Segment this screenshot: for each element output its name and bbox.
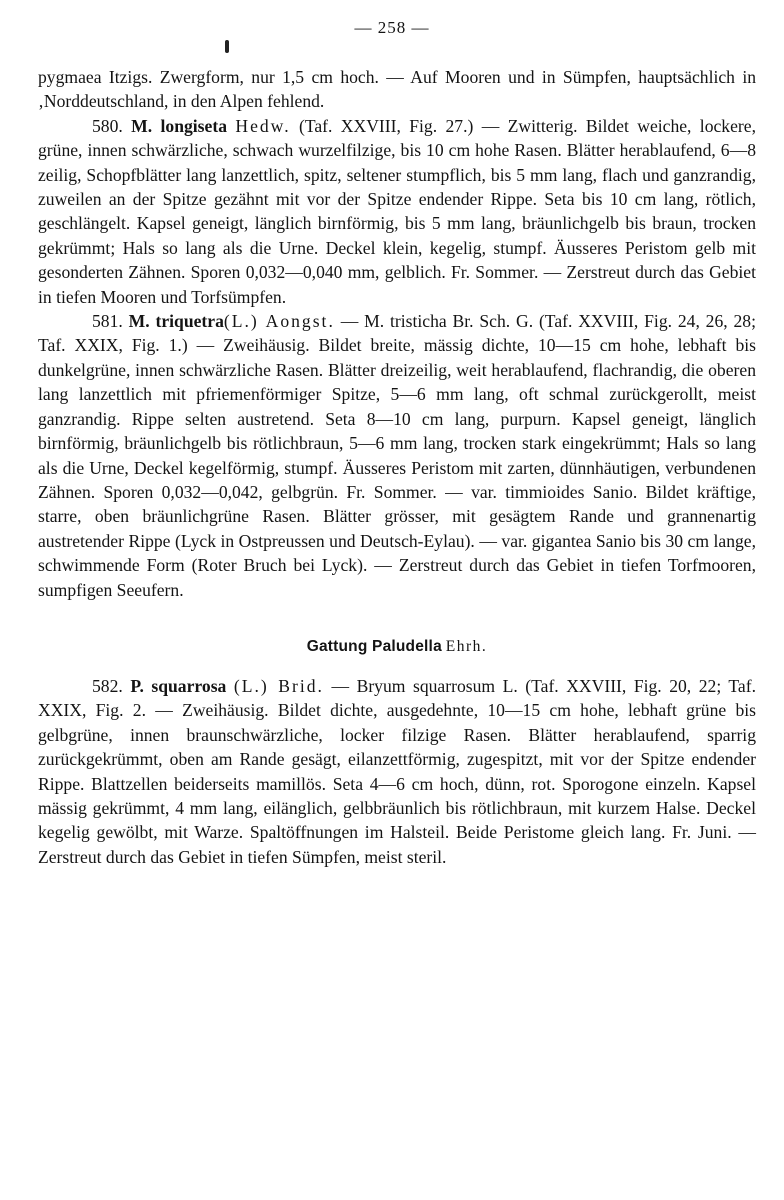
species-581-entry <box>38 309 756 602</box>
species-580-entry <box>38 114 756 309</box>
genus-heading-label: Gattung Paludella <box>306 637 442 655</box>
species-number: 582. <box>92 675 123 696</box>
species-name: P. squarrosa <box>130 675 227 696</box>
species-author: Hedw. <box>235 115 291 136</box>
species-author: (L.) Brid. <box>233 675 324 696</box>
species-description: — M. tristicha Br. Sch. G. (Taf. XXVIII, Fig. 24, 26, 28; Taf. XXIX, Fig. 1.) — Zweihäusig. Bildet breite, mässig dichte, 10—15 cm hohe, lebhaft bis dunkelgrüne, innen schwärzliche Rasen. Blätter dreizeilig, weit herablaufend, flachrandig, die oberen lang lanzettlich mit pfriemenförmiger Spitze, 5—6 mm lang, oft schmal zurückgerollt, meist ganzrandig. Rippe selten austretend. Seta 8—10 cm lang, purpurn. Kapsel geneigt, länglich birnförmig, bräunlichgelb bis rötlichbraun, 5—6 mm lang, trocken stark eingekrümmt; Hals so lang als die Urne, Deckel kegelförmig, stumpf. Äusseres Peristom mit zarten, dünnhäutigen, verbundenen Zähnen. Sporen 0,032—0,042, gelbgrün. Fr. Sommer. — var. timmioides Sanio. Bildet kräftige, starre, oben bräunlichgrüne Rasen. Blätter grösser, mit gesägtem Rande und grannenartig austretender Rippe (Lyck in Ostpreussen und Deutsch-Eylau). — var. gigantea Sanio bis 30 cm lange, schwimmende Form (Roter Bruch bei Lyck). — Zerstreut durch das Gebiet in tiefen Torfmooren, sumpfigen Seeufern. <box>38 311 756 600</box>
species-author: (L.) Aongst. <box>223 311 335 332</box>
page-body <box>38 65 756 869</box>
species-description: (Taf. XXVIII, Fig. 27.) — Zwitterig. Bildet weiche, lockere, grüne, innen schwärzliche, schwach wurzelfilzige, bis 10 cm hohe Rasen. Blätter herablaufend, 6—8 zeilig, Schopfblätter lang lanzettlich, spitz, seltener stumpflich, bis 5 mm lang, flach und ganzrandig, zuweilen an der Spitze gezähnt mit vor der Spitze endender Rippe. Seta bis 10 cm lang, rötlich, geschlängelt. Kapsel geneigt, länglich birnförmig, bis 5 mm lang, bräunlichgelb bis braun, trocken gekrümmt; Hals so lang als die Urne. Deckel klein, kegelig, stumpf. Äusseres Peristom gelb mit gesonderten Zähnen. Sporen 0,032—0,040 mm, gelblich. Fr. Sommer. — Zerstreut durch das Gebiet in tiefen Mooren und Torfsümpfen. <box>38 115 756 307</box>
genus-heading-author: Ehrh. <box>445 637 488 655</box>
species-number: 581. <box>92 311 123 332</box>
print-speck <box>225 40 229 53</box>
species-name: M. triquetra <box>128 311 224 332</box>
genus-heading <box>38 636 756 658</box>
species-name: M. longiseta <box>131 115 227 136</box>
page-number: — 258 — <box>354 18 430 37</box>
continuation-paragraph: pygmaea Itzigs. Zwergform, nur 1,5 cm hoch. — Auf Mooren und in Sümpfen, hauptsächlich in ‚Norddeutschland, in den Alpen fehlend. <box>38 67 756 112</box>
species-description: — Bryum squarrosum L. (Taf. XXVIII, Fig. 20, 22; Taf. XXIX, Fig. 2. — Zweihäusig. Bildet dichte, ausgedehnte, 10—15 cm hohe, lebhaft grüne bis gelbgrüne, innen braunschwärzliche, locker filzige Rasen. Blätter herablaufend, sparrig zurückgekrümmt, oben am Rande gesägt, eilanzettförmig, zugespitzt, mit vor der Spitze endender Rippe. Blattzellen beiderseits mamillös. Seta 4—6 cm hoch, dünn, rot. Sporogone einzeln. Kapsel mässig gekrümmt, 4 mm lang, eilänglich, gelbbräunlich bis rötlichbraun, mit kurzem Halse. Deckel kegelig gewölbt, mit Warze. Spaltöffnungen im Halsteil. Beide Peristome gleich lang. Fr. Juni. — Zerstreut durch das Gebiet in tiefen Sümpfen, meist steril. <box>38 675 756 867</box>
species-number: 580. <box>92 115 123 136</box>
species-582-entry <box>38 674 756 869</box>
